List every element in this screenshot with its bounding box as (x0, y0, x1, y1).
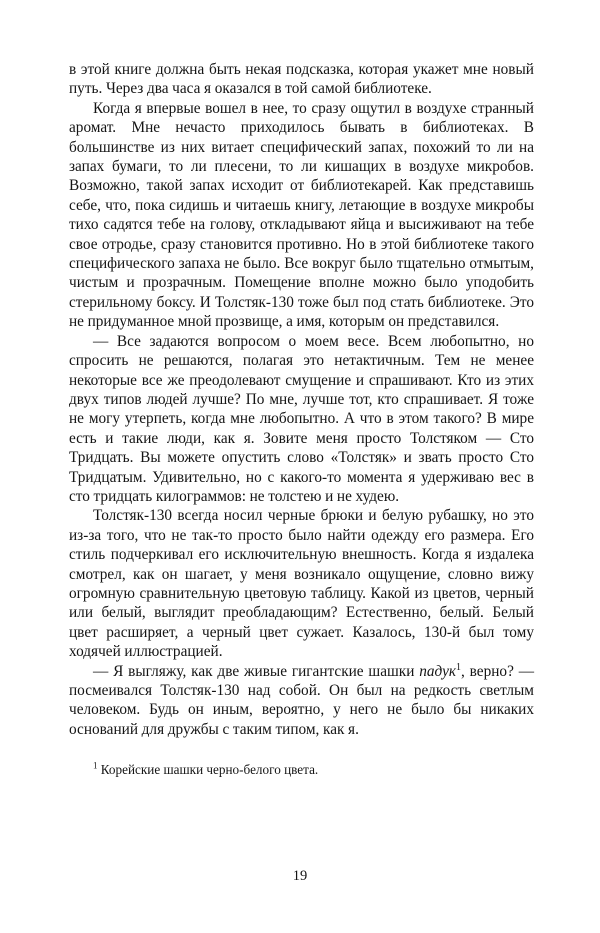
paragraph-dialogue-baduk (69, 662, 534, 740)
text-column (69, 60, 534, 739)
footnote (69, 761, 534, 778)
footnote-reference: 1 (456, 661, 462, 673)
footnote-text: Корейские шашки черно-белого цвета. (97, 762, 319, 778)
paragraph-appearance: Толстяк-130 всегда носил черные брюки и белую рубашку, но это из-за того, что не так-то просто было найти одежду его размера. Его стиль подчеркивал его исключительную внешность. Когда я издалека смотрел, как он шагает, у меня возникало ощущение, словно вижу огромную сравнительную цветовую таблицу. Какой из цветов, черный или белый, выглядит преобладающим? Естественно, белый. Белый цвет расширяет, а черный цвет сужает. Казалось, 130-й был тому ходячей иллюстрацией. (69, 507, 534, 661)
italic-term-paduk: падук (419, 662, 457, 680)
paragraph-text-before-italic: — Я выгляжу, как две живые гигантские шашки (93, 662, 420, 680)
footnote-marker: 1 (93, 760, 98, 771)
page-number: 19 (292, 868, 308, 884)
paragraph-text-after-italic: , верно? — посмеивался Толстяк-130 над собой. Он был на редкость светлым человеком. Будь он иным, вероятно, у него не было бы никаких оснований для дружбы с таким типом, как я. (69, 662, 534, 738)
paragraph-dialogue-weight: — Все задаются вопросом о моем весе. Всем любопытно, но спросить не решаются, полагая это нетактичным. Тем не менее некоторые все же преодолевают смущение и спрашивают. Кто из этих двух типов людей лучше? По мне, лучше тот, кто спрашивает. Я тоже не могу утерпеть, когда мне любопытно. А что в этом такого? В мире есть и такие люди, как я. Зовите меня просто Толстяком — Сто Тридцать. Вы можете опустить слово «Толстяк» и звать просто Сто Тридцатым. Удивительно, но с какого-то момента я удерживаю вес в сто тридцать килограммов: не толстею и не худею. (69, 332, 534, 505)
paragraph-library: Когда я впервые вошел в нее, то сразу ощутил в воздухе странный аромат. Мне нечасто приходилось бывать в библиотеках. В большинстве из них витает специфический запах, похожий то ли на запах бумаги, то ли плесени, то ли кишащих в воздухе микробов. Возможно, такой запах исходит от библиотекарей. Как представишь себе, что, пока сидишь и читаешь книгу, летающие в воздухе микробы тихо садятся тебе на голову, откладывают яйца и высиживают на тебе свое отродье, сразу становится противно. Но в этой библиотеке такого специфического запаха не было. Все вокруг было тщательно отмытым, чистым и прозрачным. Помещение вполне можно было уподобить стерильному боксу. И Толстяк-130 тоже был под стать библиотеке. Это не придуманное мной прозвище, а имя, которым он представился. (69, 99, 534, 331)
paragraph-continuation: в этой книге должна быть некая подсказка, которая укажет мне новый путь. Через два часа я оказался в той самой библиотеке. (69, 61, 534, 98)
